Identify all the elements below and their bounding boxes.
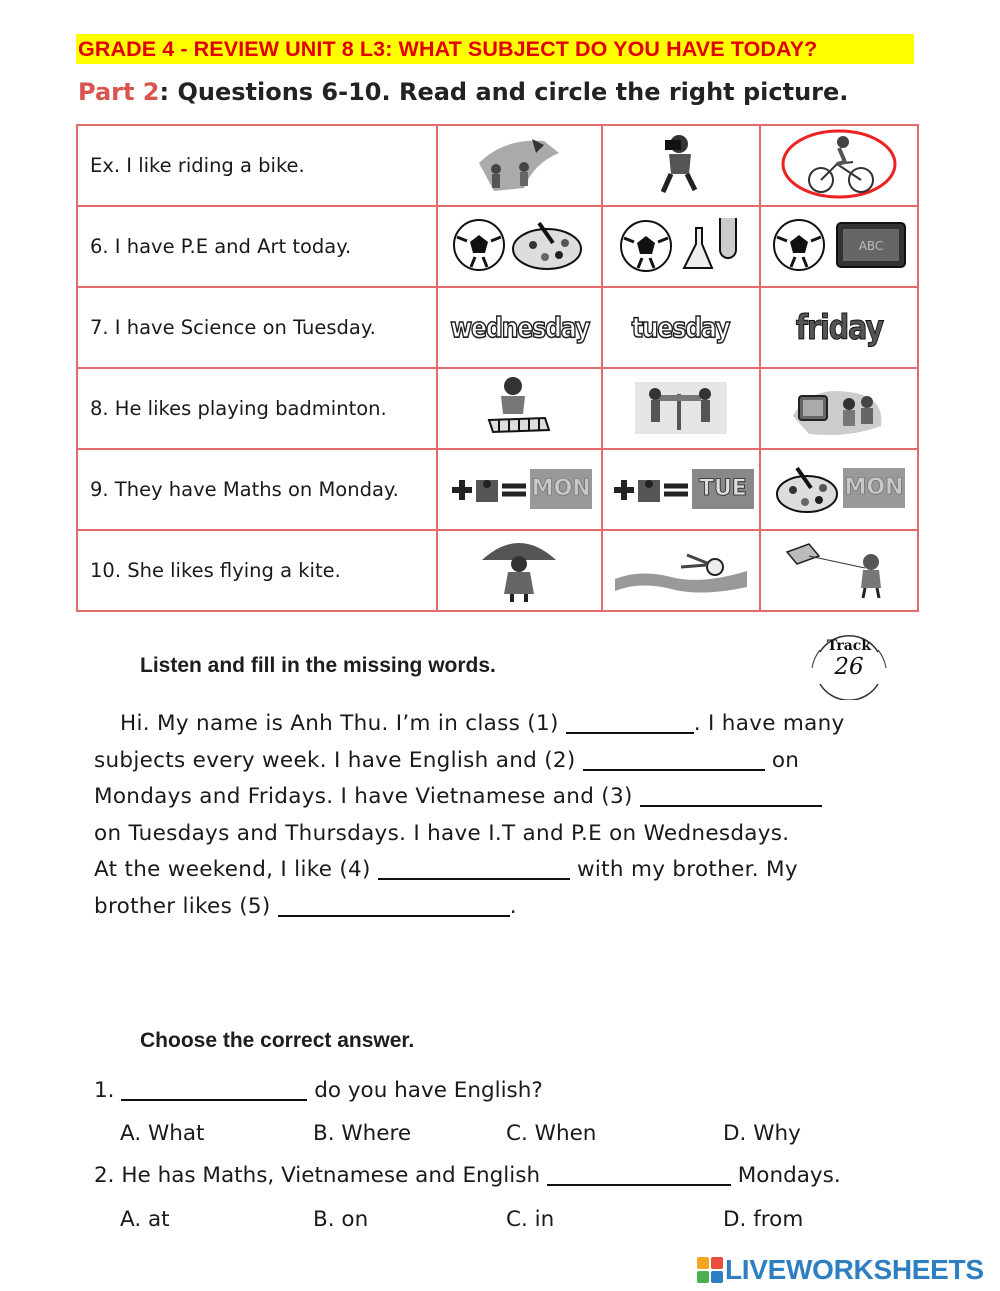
blackboard-text: ABC	[858, 238, 884, 253]
track-label: Track	[826, 638, 872, 654]
girl-flying-kite-picture	[779, 538, 899, 600]
paragraph-line	[94, 816, 906, 853]
question-text: Mondays.	[730, 1163, 841, 1188]
table-row	[77, 530, 918, 611]
mc-blank-1[interactable]	[121, 1079, 307, 1101]
paragraph-line	[94, 779, 906, 816]
football-and-flasks-picture	[616, 214, 746, 276]
part2-heading	[78, 78, 848, 106]
answer-option-b[interactable]	[602, 368, 760, 449]
answer-option-b[interactable]	[602, 530, 760, 611]
mc-option-1d[interactable]: D. Why	[723, 1121, 801, 1146]
answer-option-a[interactable]	[437, 206, 602, 287]
table-row	[77, 125, 918, 206]
girl-swimming-picture	[611, 541, 751, 597]
mc-option-1c[interactable]: C. When	[506, 1121, 597, 1146]
listen-heading: Listen and fill in the missing words.	[140, 654, 496, 677]
answer-option-a[interactable]	[437, 125, 602, 206]
table-row	[77, 368, 918, 449]
mc-option-1b[interactable]: B. Where	[313, 1121, 412, 1146]
kids-watching-tv-picture	[789, 376, 889, 438]
fill-blank-2[interactable]	[583, 749, 765, 771]
line-text: .	[509, 893, 517, 919]
kids-playing-badminton-picture	[631, 376, 731, 438]
listen-paragraph	[94, 706, 906, 925]
mc-blank-2[interactable]	[547, 1164, 731, 1186]
fill-blank-1[interactable]	[566, 712, 694, 734]
boy-playing-piano-picture	[479, 374, 559, 440]
maths-symbols-picture	[446, 470, 530, 510]
line-text: At the weekend, I like (4)	[94, 857, 378, 882]
football-and-palette-picture	[449, 215, 589, 275]
answer-option-a[interactable]	[437, 530, 602, 611]
answer-option-b[interactable]	[602, 449, 760, 530]
girl-riding-bike-picture	[779, 128, 899, 200]
mc-option-2b[interactable]: B. on	[313, 1207, 369, 1232]
question-table	[76, 124, 919, 612]
table-row	[77, 449, 918, 530]
table-row	[77, 287, 918, 368]
mc-option-2d[interactable]: D. from	[723, 1207, 804, 1232]
paragraph-line	[94, 889, 906, 926]
worksheet-title: GRADE 4 - REVIEW UNIT 8 L3: WHAT SUBJECT DO YOU HAVE TODAY?	[76, 34, 914, 64]
answer-option-a[interactable]	[437, 287, 602, 368]
mc-option-1a[interactable]: A. What	[120, 1121, 205, 1146]
mc-option-2a[interactable]: A. at	[120, 1207, 170, 1232]
part2-label: Part 2	[78, 78, 160, 106]
logo-text: LIVEWORKSHEETS	[725, 1254, 984, 1285]
question-text: 7. I have Science on Tuesday.	[77, 287, 437, 368]
answer-option-a[interactable]	[437, 368, 602, 449]
football-and-blackboard-picture	[769, 215, 909, 275]
question-text: 2. He has Maths, Vietnamese and English	[94, 1163, 547, 1188]
palette-picture	[773, 466, 843, 514]
girl-with-umbrella-picture	[474, 534, 564, 604]
day-word-picture: friday	[795, 307, 883, 348]
answer-option-c[interactable]	[760, 368, 918, 449]
answer-option-b[interactable]	[602, 125, 760, 206]
choose-heading: Choose the correct answer.	[140, 1029, 415, 1052]
answer-option-c[interactable]	[760, 449, 918, 530]
track-badge	[806, 628, 892, 700]
line-text: Hi. My name is Anh Thu. I’m in class (1)	[120, 711, 566, 736]
answer-option-c[interactable]	[760, 287, 918, 368]
boy-taking-photo-picture	[651, 132, 711, 196]
day-tile-picture: MON	[530, 469, 592, 509]
answer-option-c[interactable]	[760, 125, 918, 206]
line-text: Mondays and Fridays. I have Vietnamese and (3)	[94, 784, 640, 809]
mc-question-2	[94, 1163, 841, 1188]
answer-option-b[interactable]	[602, 206, 760, 287]
line-text: . I have many	[693, 711, 845, 736]
question-text: 9. They have Maths on Monday.	[77, 449, 437, 530]
question-text: 1.	[94, 1078, 122, 1103]
answer-option-a[interactable]	[437, 449, 602, 530]
day-tile-picture: TUE	[692, 469, 754, 509]
line-text: on	[764, 747, 800, 773]
liveworksheets-logo	[697, 1254, 984, 1286]
paragraph-line	[94, 743, 906, 780]
table-row	[77, 206, 918, 287]
track-number: 26	[834, 654, 864, 680]
question-text: 6. I have P.E and Art today.	[77, 206, 437, 287]
maths-symbols-picture	[608, 470, 692, 510]
day-tile-picture: MON	[843, 468, 905, 508]
question-text: Ex. I like riding a bike.	[77, 125, 437, 206]
line-text: subjects every week. I have English and (2)	[94, 747, 583, 773]
answer-option-b[interactable]	[602, 287, 760, 368]
question-text: 10. She likes flying a kite.	[77, 530, 437, 611]
question-text: do you have English?	[307, 1078, 543, 1103]
fill-blank-4[interactable]	[378, 858, 570, 880]
paragraph-line	[94, 852, 906, 889]
day-word-picture: tuesday	[632, 311, 730, 344]
mc-question-1	[94, 1078, 543, 1103]
liveworksheets-logo-icon	[697, 1257, 723, 1283]
line-text: brother likes (5)	[94, 893, 278, 919]
fill-blank-5[interactable]	[278, 895, 510, 917]
paragraph-line	[94, 706, 906, 743]
answer-option-c[interactable]	[760, 206, 918, 287]
question-text: 8. He likes playing badminton.	[77, 368, 437, 449]
line-text: on Tuesdays and Thursdays. I have I.T and P.E on Wednesdays.	[94, 820, 790, 846]
line-text: with my brother. My	[569, 857, 798, 882]
day-word-picture: wednesday	[449, 311, 589, 344]
mc-option-2c[interactable]: C. in	[506, 1207, 555, 1232]
fill-blank-3[interactable]	[640, 785, 822, 807]
answer-option-c[interactable]	[760, 530, 918, 611]
kids-flying-kite-picture	[474, 133, 564, 195]
part2-instruction: : Questions 6-10. Read and circle the right picture.	[159, 78, 849, 106]
